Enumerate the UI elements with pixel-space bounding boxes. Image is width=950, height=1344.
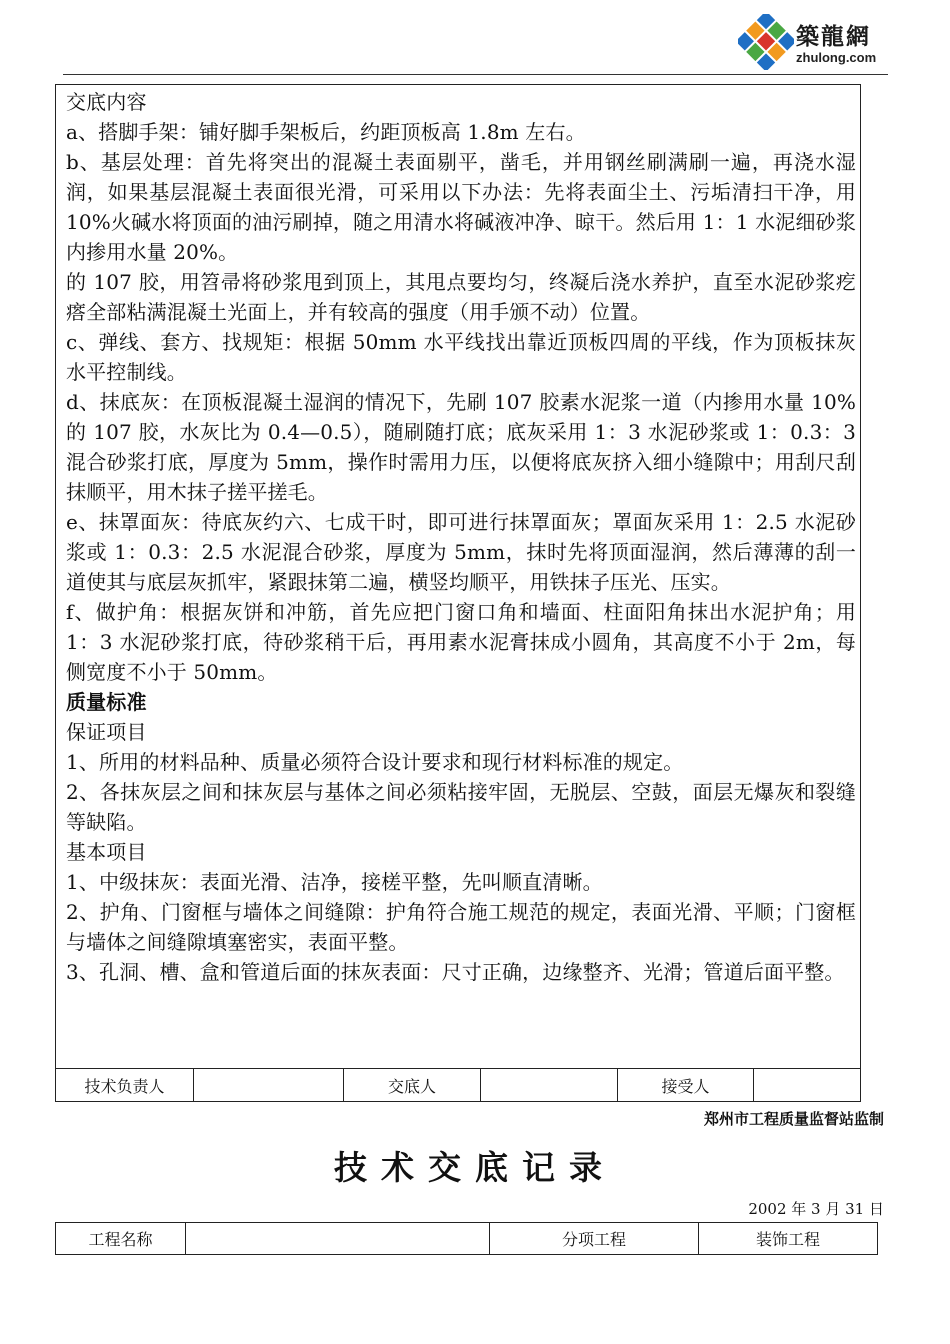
disclosure-content-text — [66, 87, 856, 987]
supervision-note: 郑州市工程质量监督站监制 — [703, 1110, 884, 1128]
zhulong-emblem-icon — [738, 14, 794, 70]
content-paragraph: 保证项目 — [66, 720, 147, 744]
content-paragraph: b、基层处理：首先将突出的混凝土表面剔平，凿毛，并用钢丝刷满刷一遍，再浇水湿润，如果基层混凝土表面很光滑，可采用以下办法：先将表面尘土、污垢清扫干净，用 10%火碱水将顶面的油污刷掉，随之用清水将碱液冲净、晾干。然后用 1：1 水泥细砂浆内掺用水量 20%。 — [66, 150, 856, 264]
receiver-label: 接受人 — [618, 1069, 754, 1101]
project-name-field[interactable] — [186, 1223, 490, 1254]
project-info-row — [55, 1222, 878, 1255]
document-date: 2002 年 3 月 31 日 — [748, 1200, 884, 1218]
content-paragraph: 2、护角、门窗框与墙体之间缝隙：护角符合施工规范的规定，表面光滑、平顺；门窗框与墙体之间缝隙填塞密实，表面平整。 — [66, 900, 856, 954]
content-paragraph: a、搭脚手架：铺好脚手架板后，约距顶板高 1.8m 左右。 — [66, 120, 586, 144]
logo-chinese-name: 築龍網 — [796, 24, 871, 50]
logo-domain: zhulong.com — [796, 50, 877, 65]
tech-lead-label: 技术负责人 — [56, 1069, 194, 1101]
tech-lead-field[interactable] — [194, 1069, 344, 1101]
content-paragraph: f、做护角：根据灰饼和冲筋，首先应把门窗口角和墙面、柱面阳角抹出水泥护角；用 1：3 水泥砂浆打底，待砂浆稍干后，再用素水泥膏抹成小圆角，其高度不小于 2m，每侧宽度不小于 50mm。 — [66, 600, 856, 684]
project-name-label: 工程名称 — [56, 1223, 186, 1254]
content-paragraph: 2、各抹灰层之间和抹灰层与基体之间必须粘接牢固，无脱层、空鼓，面层无爆灰和裂缝等缺陷。 — [66, 780, 856, 834]
content-paragraph: 1、所用的材料品种、质量必须符合设计要求和现行材料标准的规定。 — [66, 750, 684, 774]
sub-project-label: 分项工程 — [490, 1223, 699, 1254]
signature-row — [55, 1069, 861, 1102]
content-paragraph: e、抹罩面灰：待底灰约六、七成干时，即可进行抹罩面灰；罩面灰采用 1：2.5 水泥砂浆或 1：0.3：2.5 水泥混合砂浆，厚度为 5mm，抹时先将顶面湿润，然后薄薄的刮一道使其与底层灰抓牢，紧跟抹第二遍，横竖均顺平，用铁抹子压光、压实。 — [66, 510, 856, 594]
content-paragraph: 的 107 胶，用笤帚将砂浆甩到顶上，其甩点要均匀，终凝后浇水养护，直至水泥砂浆疙瘩全部粘满混凝土光面上，并有较高的强度（用手颁不动）位置。 — [66, 270, 856, 324]
content-paragraph: 交底内容 — [66, 90, 147, 114]
receiver-field[interactable] — [754, 1069, 860, 1101]
zhulong-logo — [738, 14, 898, 70]
discloser-field[interactable] — [481, 1069, 618, 1101]
content-paragraph: 1、中级抹灰：表面光滑、洁净，接槎平整，先叫顺直清晰。 — [66, 870, 603, 894]
discloser-label: 交底人 — [344, 1069, 481, 1101]
document-title: 技术交底记录 — [334, 1148, 616, 1187]
section-heading: 质量标准 — [66, 690, 147, 714]
content-paragraph: d、抹底灰：在顶板混凝土湿润的情况下，先刷 107 胶素水泥浆一道（内掺用水量 10%的 107 胶，水灰比为 0.4—0.5），随刷随打底；底灰采用 1：3 水泥砂浆或 1：0.3：3 混合砂浆打底，厚度为 5mm，操作时需用力压，以便将底灰挤入细小缝隙中；用刮尺刮抹顺平，用木抹子搓平搓毛。 — [66, 390, 856, 504]
content-paragraph: 基本项目 — [66, 840, 147, 864]
sub-project-value: 装饰工程 — [755, 1230, 820, 1249]
disclosure-content-box — [55, 84, 861, 1069]
content-paragraph: 3、孔洞、槽、盒和管道后面的抹灰表面：尺寸正确，边缘整齐、光滑；管道后面平整。 — [66, 960, 845, 984]
content-paragraph: c、弹线、套方、找规矩：根据 50mm 水平线找出靠近顶板四周的平线，作为顶板抹灰水平控制线。 — [66, 330, 856, 384]
header-divider — [63, 74, 888, 75]
